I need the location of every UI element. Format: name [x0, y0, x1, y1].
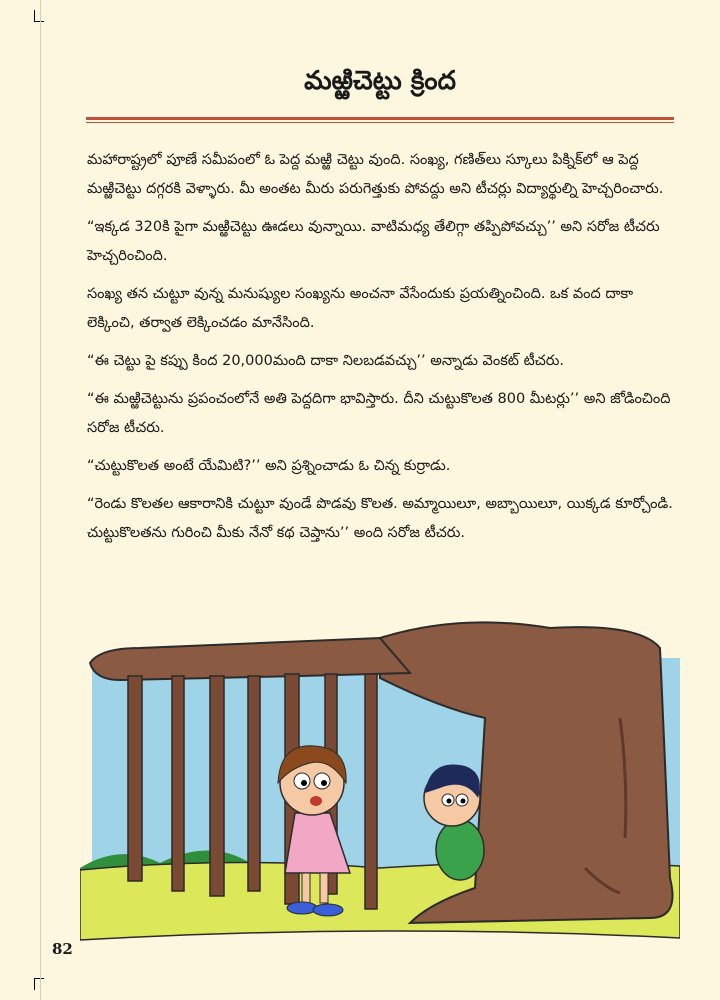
crop-mark-bottom-left-h	[34, 978, 44, 979]
tree-branch	[90, 638, 410, 680]
aerial-root	[365, 674, 377, 909]
aerial-root	[172, 676, 184, 891]
banyan-tree-illustration	[80, 618, 680, 948]
paragraph: “ఈ మఱ్ఱిచెట్టును ప్రపంచంలోనే అతి పెద్దదిగా భావిస్తారు. దీని చుట్టుకొలత 800 మీటర్లు’’ అని జోడించింది సరోజ టీచరు.	[87, 391, 671, 436]
story-text	[87, 146, 675, 557]
page-margin-line	[40, 0, 41, 1000]
crop-mark-bottom-left	[34, 978, 35, 990]
paragraph: “రెండు కొలతల ఆకారానికి చుట్టూ వుండే పొడవు కొలత. అమ్మాయిలూ, అబ్బాయిలూ, యిక్కడ కూర్చోండి. చుట్టుకొలతను గురించి మీకు నేనో కథ చెప్తాను’’ అంది సరోజ టీచరు.	[87, 496, 673, 541]
page-title: మఱ్ఱిచెట్టు క్రింద	[304, 66, 456, 96]
crop-mark-top-left-h	[34, 21, 44, 22]
page-number: 82	[52, 940, 73, 958]
paragraph: మహారాష్ట్రలో పూణే సమీపంలో ఓ పెద్ద మఱ్ఱి చెట్టు వుంది. సంఖ్య, గణిత్‌లు స్కూలు పిక్నిక్‌లో ఆ పెద్ద మఱ్ఱిచెట్టు దగ్గరకి వెళ్ళారు. మీ అంతట మీరు పరుగెత్తుకు పోవద్దు అని టీచర్లు విద్యార్థుల్ని హెచ్చరించారు.	[87, 152, 664, 197]
paragraph: “ఇక్కడ 320కి పైగా మఱ్ఱిచెట్టు ఊడలు వున్నాయి. వాటిమధ్య తేలిగ్గా తప్పిపోవచ్చు’’ అని సరోజ టీచరు హెచ్చరించింది.	[87, 219, 660, 264]
paragraph: “చుట్టుకొలత అంటే యేమిటి?’’ అని ప్రశ్నించాడు ఓ చిన్న కుర్రాడు.	[87, 458, 451, 474]
paragraph: “ఈ చెట్టు పై కప్పు కింద 20,000మంది దాకా నిలబడవచ్చు’’ అన్నాడు వెంకట్ టీచరు.	[87, 353, 565, 369]
aerial-root	[248, 676, 260, 891]
paragraph: సంఖ్య తన చుట్టూ వున్న మనుష్యుల సంఖ్యను అంచనా వేసేందుకు ప్రయత్నించింది. ఒక వంద దాకా లెక్కించి, తర్వాత లెక్కించడం మానేసింది.	[87, 286, 634, 331]
aerial-root	[210, 676, 224, 896]
aerial-root	[128, 676, 142, 881]
title-rule-thin	[86, 122, 674, 123]
title-rule	[86, 117, 674, 120]
